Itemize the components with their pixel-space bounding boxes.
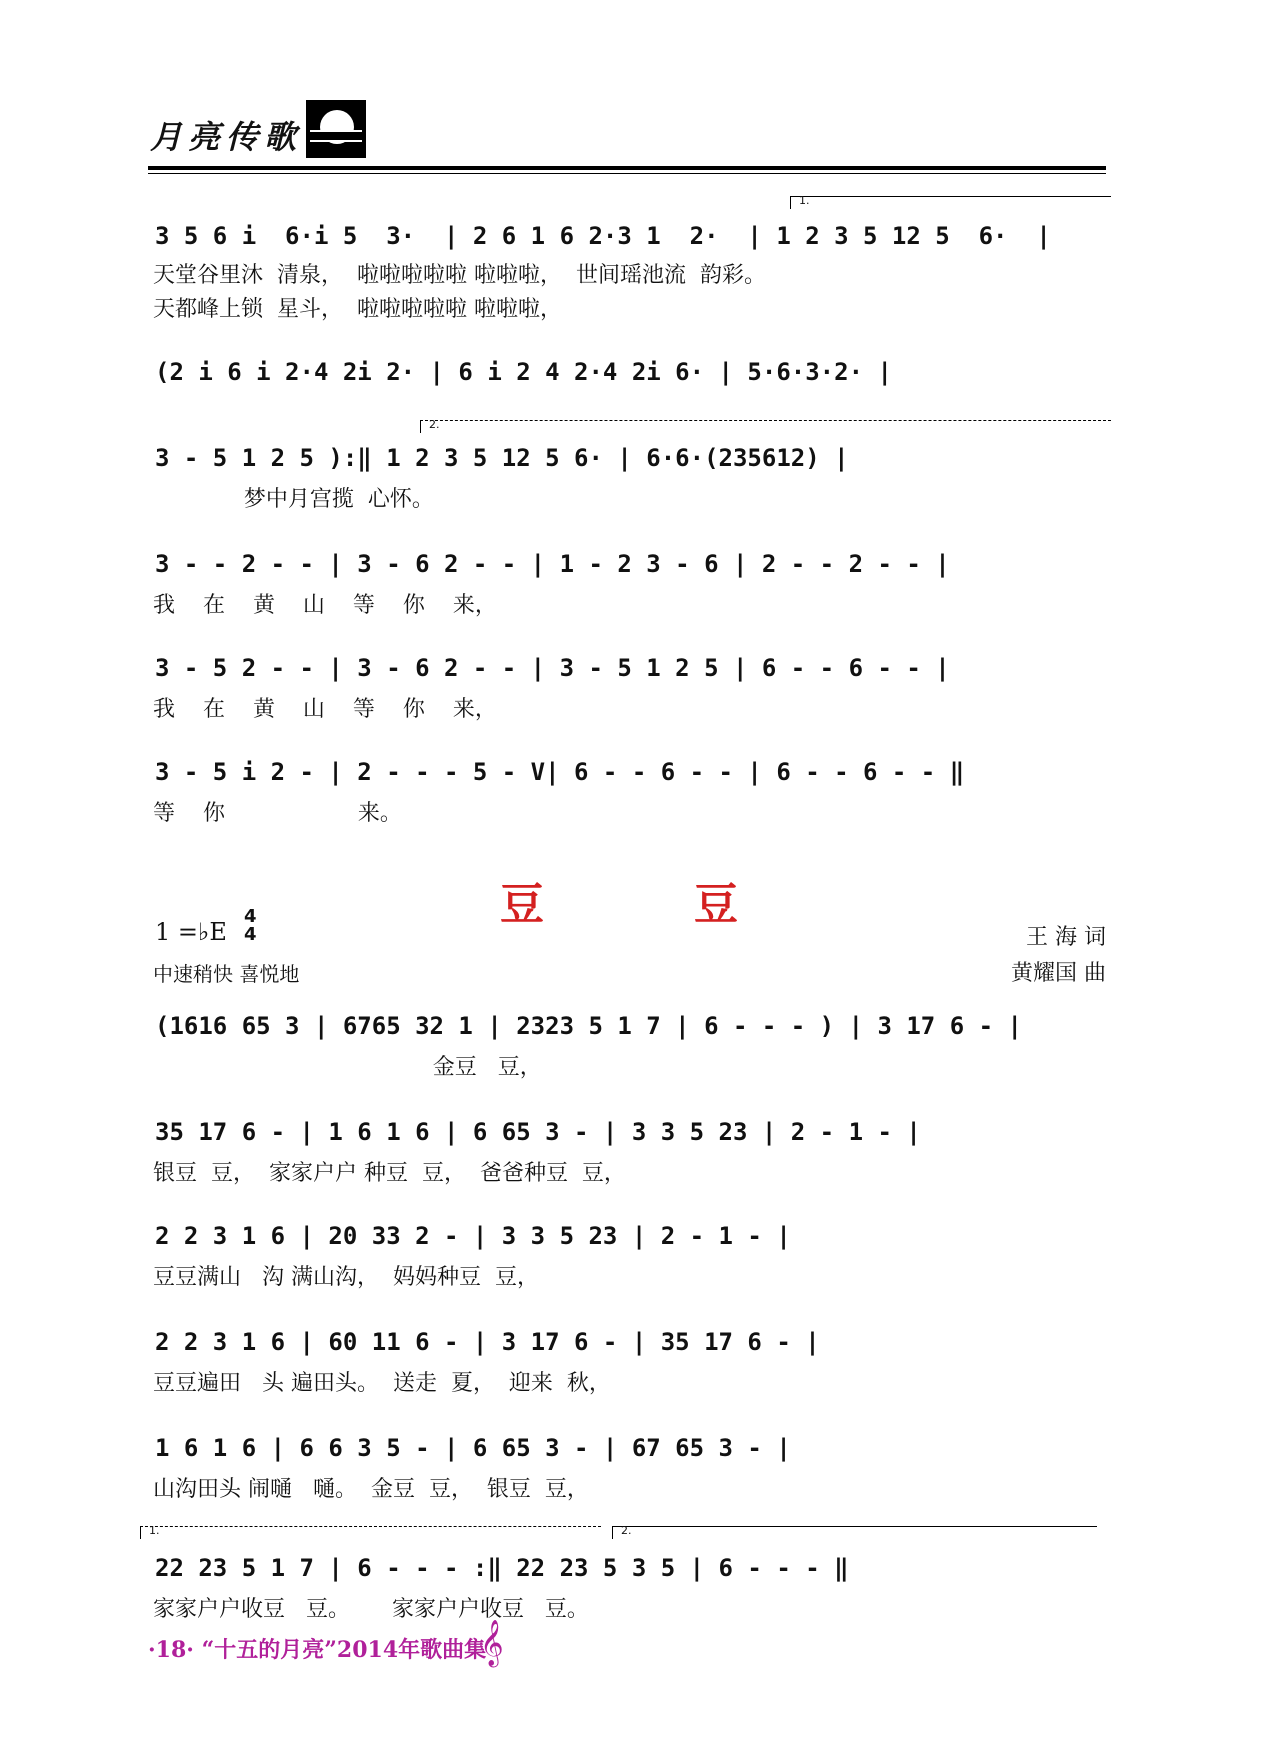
moon-logo-icon bbox=[306, 100, 366, 158]
song1-notes-row-2: (2 i 6 i 2·4 2i 2· | 6 i 2 4 2·4 2i 6· | 5·6·3·2· | bbox=[155, 358, 892, 386]
header-rule-thin bbox=[148, 173, 1106, 174]
composer-credit: 黄耀国 曲 bbox=[1011, 961, 1106, 986]
song1-notes-row-4: 3 - - 2 - - | 3 - 6 2 - - | 1 - 2 3 - 6 | 2 - - 2 - - | bbox=[155, 550, 950, 578]
song2-volta-2: 2. bbox=[612, 1526, 1097, 1539]
song2-lyrics-row-2: 银豆 豆， 家家户户 种豆 豆， 爸爸种豆 豆， bbox=[153, 1161, 626, 1186]
song2-notes-row-3: 2 2 3 1 6 | 20 33 2 - | 3 3 5 23 | 2 - 1 - | bbox=[155, 1222, 791, 1250]
song1-notes-row-6: 3 - 5 i 2 - | 2 - - - 5 - V| 6 - - 6 - - | 6 - - 6 - - ‖ bbox=[155, 758, 965, 786]
header-logo-text: 月亮传歌 bbox=[150, 118, 303, 156]
song1-notes-row-5: 3 - 5 2 - - | 3 - 6 2 - - | 3 - 5 1 2 5 | 6 - - 6 - - | bbox=[155, 654, 950, 682]
song2-notes-row-4: 2 2 3 1 6 | 60 11 6 - | 3 17 6 - | 35 17 6 - | bbox=[155, 1328, 820, 1356]
song1-lyrics-row-3: 梦中月宫揽 心怀。 bbox=[153, 487, 434, 512]
song1-notes-row-3: 3 - 5 1 2 5 ):‖ 1 2 3 5 12 5 6· | 6·6·(235612) | bbox=[155, 444, 849, 472]
song2-lyrics-row-4: 豆豆遍田 头 遍田头。 送走 夏， 迎来 秋， bbox=[153, 1371, 611, 1396]
lyricist-credit: 王 海 词 bbox=[1026, 925, 1106, 950]
time-signature: 4 4 bbox=[244, 906, 257, 945]
song2-volta-1: 1. bbox=[140, 1526, 601, 1539]
song1-lyrics-row-5: 我 在 黄 山 等 你 来， bbox=[153, 697, 497, 722]
song2-notes-row-5: 1 6 1 6 | 6 6 3 5 - | 6 65 3 - | 67 65 3 - | bbox=[155, 1434, 791, 1462]
song2-notes-row-6: 22 23 5 1 7 | 6 - - - :‖ 22 23 5 3 5 | 6 - - - ‖ bbox=[155, 1554, 849, 1582]
header-rule bbox=[148, 166, 1106, 170]
song2-notes-row-2: 35 17 6 - | 1 6 1 6 | 6 65 3 - | 3 3 5 23 | 2 - 1 - | bbox=[155, 1118, 921, 1146]
song1-lyrics-row-1a: 天堂谷里沐 清泉， 啦啦啦啦啦 啦啦啦， 世间瑶池流 韵彩。 bbox=[153, 263, 766, 288]
song2-lyrics-row-3: 豆豆满山 沟 满山沟， 妈妈种豆 豆， bbox=[153, 1265, 539, 1290]
book-title: “十五的月亮”2014年歌曲集 bbox=[201, 1637, 487, 1663]
song2-lyrics-row-1: 金豆 豆， bbox=[153, 1055, 542, 1080]
treble-clef-icon: 𝄞 bbox=[480, 1620, 504, 1666]
key-signature: 1 =♭E bbox=[155, 918, 227, 946]
tempo-marking: 中速稍快 喜悦地 bbox=[153, 962, 300, 986]
volta-1: 1. bbox=[790, 196, 1111, 209]
song2-title: 豆豆 bbox=[500, 879, 888, 930]
song1-lyrics-row-4: 我 在 黄 山 等 你 来， bbox=[153, 593, 497, 618]
song2-notes-row-1: (1616 65 3 | 6765 32 1 | 2323 5 1 7 | 6 - - - ) | 3 17 6 - | bbox=[155, 1012, 1022, 1040]
footer bbox=[148, 1633, 486, 1664]
song1-notes-row-1: 3 5 6 i 6·i 5 3· | 2 6 1 6 2·3 1 2· | 1 2 3 5 12 5 6· | bbox=[155, 222, 1051, 250]
volta-2: 2. bbox=[420, 420, 1111, 433]
song2-lyrics-row-6: 家家户户收豆 豆。 家家户户收豆 豆。 bbox=[153, 1597, 589, 1622]
song1-lyrics-row-1b: 天都峰上锁 星斗， 啦啦啦啦啦 啦啦啦， bbox=[153, 297, 562, 322]
page-number: ·18· bbox=[148, 1637, 194, 1663]
song2-lyrics-row-5: 山沟田头 闹嗵 嗵。 金豆 豆， 银豆 豆， bbox=[153, 1477, 589, 1502]
song1-lyrics-row-6: 等 你 来。 bbox=[153, 801, 402, 826]
